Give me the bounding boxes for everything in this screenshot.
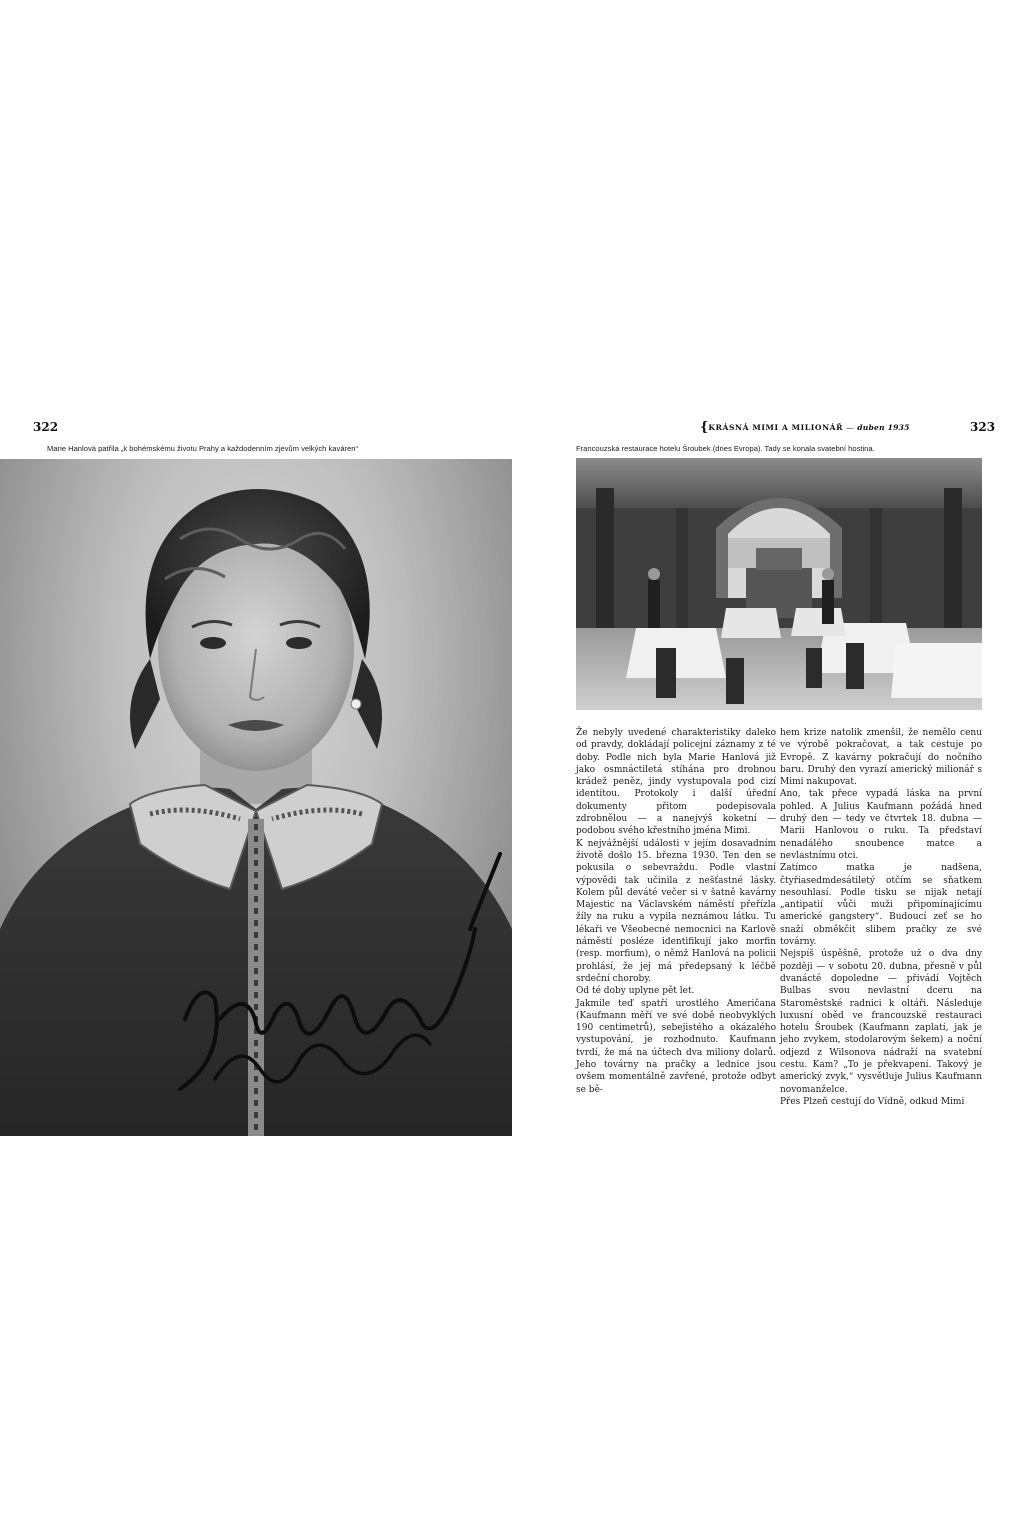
running-head-date: duben 1935 [857, 423, 910, 432]
body-column-2 [780, 727, 982, 1108]
running-head-title: KRÁSNÁ MIMI A MILIONÁŘ [708, 423, 844, 432]
portrait-illustration [0, 459, 512, 1136]
paragraph: K nejvážnější události v jejím dosavadním životě došlo 15. března 1930. Ten den se pokusila o sebevraždu. Podle vlastní výpovědi tak učinila z nešťastné lásky. Kolem půl deváté večer si v šatně kavárny Majestic na Václavském náměstí přeřízla žíly na ruku a vypila neznámou látku. Tu lékaři ve Všeobecné nemocnici na Karlově náměstí posléze identifikují jako morfin (resp. morfium), o němž Hanlová na policii prohlásí, že jej má předepsaný k léčbě srdeční choroby. [576, 838, 776, 984]
paragraph: hem krize natolik zmenšil, že nemělo cenu ve výrobě pokračovat, a tak cestuje po Evropě. Z kavárny pokračují do nočního baru. Druhý den vyrazí americký milionář s Mimi nakupovat. [780, 728, 982, 788]
body-column-1 [576, 727, 776, 1096]
page-number-left: 322 [33, 420, 59, 434]
paragraph: Jakmile teď spatří urostlého Američana (Kaufmann měří ve své době neobvyklých 190 centimetrů), sebejistého a okázalého vystupování, je rozhodnuto. Kaufmann tvrdí, že má na účtech dva miliony dolarů. Jeho továrny na pračky a lednice jsou ovšem momentálně zavřené, protože odbyt se bě- [576, 998, 776, 1095]
running-head [700, 420, 962, 435]
running-head-brace: { [700, 420, 709, 435]
page-number-right: 323 [970, 420, 996, 434]
paragraph: Nejspíš úspěšně, protože už o dva dny později — v sobotu 20. dubna, přesně v půl dvanácté dopoledne — přivádí Vojtěch Bulbas svou nevlastní dceru na Staroměstské radnici k oltáři. Následuje luxusní oběd ve francouzské restauraci hotelu Šroubek (Kaufmann zaplatí, jak je jeho zvykem, stodolarovým šekem) a noční odjezd z Wilsonova nádraží na svatební cestu. Kam? „To je překvapení. Takový je americký zvyk,“ vysvětluje Julius Kaufmann novomanželce. [780, 949, 982, 1095]
paragraph: Od té doby uplyne pět let. [576, 986, 695, 997]
paragraph: Ano, tak přece vypadá láska na první pohled. A Julius Kaufmann požádá hned druhý den — tedy ve čtvrtek 18. dubna — Marii Hanlovou o ruku. Ta představí nenadálého snoubence matce a nevlastnímu otci. [780, 789, 982, 861]
running-head-separator: — [843, 423, 858, 432]
restaurant-illustration [576, 458, 982, 710]
paragraph: Zatímco matka je nadšena, čtyřiasedmdesátiletý otčím se sňatkem nesouhlasí. Podle tisku se nijak netají „antipatií vůči muži připomínajícímu americké gangstery“. Budoucí zeť se ho snaží obměkčit slibem pračky ze své továrny. [780, 863, 982, 948]
restaurant-photo [576, 458, 982, 710]
paragraph: Přes Plzeň cestují do Vídně, odkud Mimi [780, 1096, 965, 1107]
portrait-photo [0, 459, 512, 1136]
paragraph: Že nebyly uvedené charakteristiky daleko od pravdy, dokládají policejní záznamy z té doby. Podle nich byla Marie Hanlová již jako osmnáctiletá stíhána pro drobnou krádež peněz, jindy vystupovala pod cizí identitou. Protokoly i další úřední dokumenty přitom podepisovala zdrobnělou — a nanejvýš koketní — podobou svého křestního jména Mimi. [576, 728, 776, 837]
restaurant-caption: Francouzská restaurace hotelu Šroubek (dnes Evropa). Tady se konala svatební hostina. [576, 444, 875, 453]
portrait-caption: Marie Hanlová patřila „k bohémskému životu Prahy a každodenním zjevům velkých kaváren“ [47, 444, 359, 453]
